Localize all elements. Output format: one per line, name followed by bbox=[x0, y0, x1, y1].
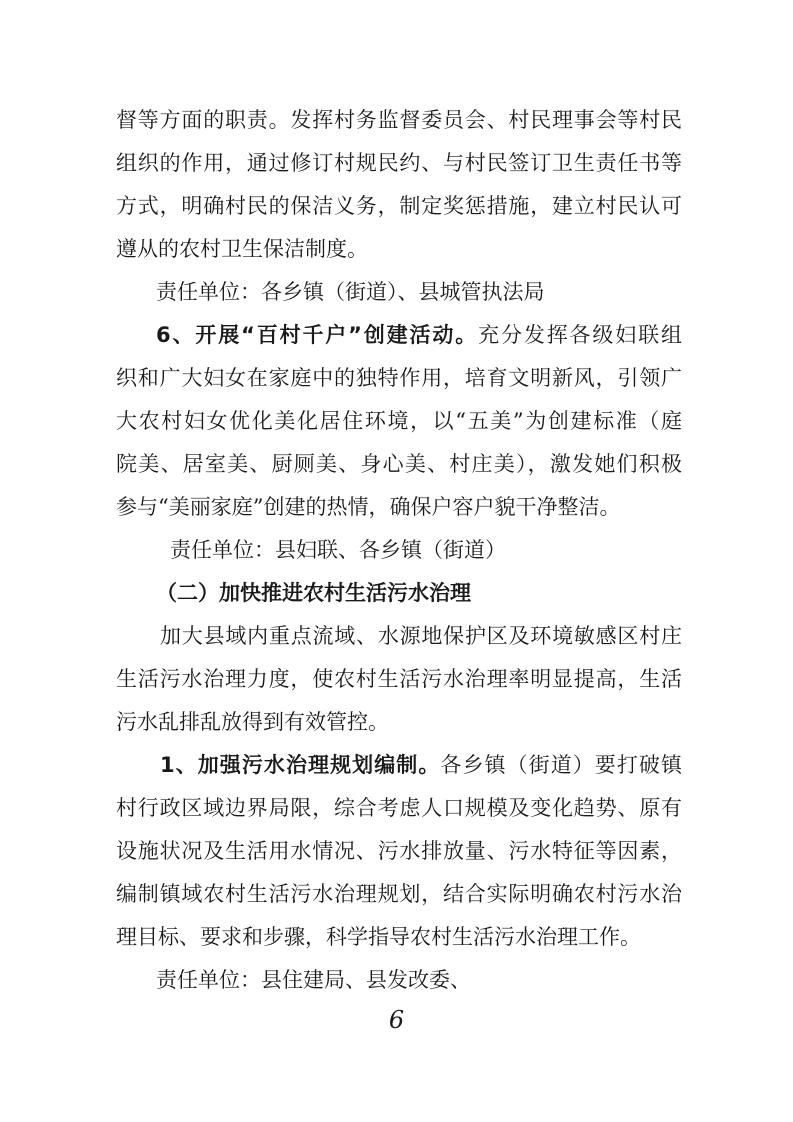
text-line: 织和广大妇女在家庭中的独特作用，培育文明新风，引领广 bbox=[116, 366, 682, 390]
text-line: 大农村妇女优化美化居住环境，以“五美”为创建标准（庭 bbox=[116, 409, 682, 433]
text-line: 督等方面的职责。发挥村务监督委员会、村民理事会等村民 bbox=[116, 108, 682, 132]
item-text: 充分发挥各级妇联组 bbox=[478, 323, 682, 347]
text-line: 组织的作用，通过修订村规民约、与村民签订卫生责任书等 bbox=[116, 151, 682, 175]
responsibility-line: 责任单位：县妇联、各乡镇（街道） bbox=[170, 538, 506, 562]
item-heading: 开展“百村千户”创建活动。 bbox=[195, 323, 479, 347]
item-text: 各乡镇（街道）要打破镇 bbox=[440, 753, 682, 777]
text-line: 参与“美丽家庭”创建的热情，确保户容户貌干净整洁。 bbox=[116, 495, 621, 519]
text-line: 方式，明确村民的保洁义务，制定奖惩措施，建立村民认可 bbox=[116, 194, 682, 218]
heading-line-6 bbox=[156, 321, 682, 349]
text-line: 村行政区域边界局限，综合考虑人口规模及变化趋势、原有 bbox=[116, 796, 682, 820]
text-line: 遵从的农村卫生保洁制度。 bbox=[116, 237, 368, 261]
item-heading: 1、加强污水治理规划编制。 bbox=[160, 753, 441, 777]
text-line: 加大县域内重点流域、水源地保护区及环境敏感区村庄 bbox=[160, 624, 682, 648]
text-line: 污水乱排乱放得到有效管控。 bbox=[116, 710, 389, 734]
section-heading: （二）加快推进农村生活污水治理 bbox=[156, 581, 471, 605]
text-line: 生活污水治理力度，使农村生活污水治理率明显提高，生活 bbox=[116, 667, 682, 691]
heading-line-1 bbox=[160, 751, 682, 779]
item-number: 6、 bbox=[156, 323, 196, 347]
text-line: 设施状况及生活用水情况、污水排放量、污水特征等因素， bbox=[116, 839, 682, 863]
text-line: 理目标、要求和步骤，科学指导农村生活污水治理工作。 bbox=[116, 925, 641, 949]
text-line: 编制镇域农村生活污水治理规划，结合实际明确农村污水治 bbox=[116, 882, 682, 906]
text-line: 院美、居室美、厨厕美、身心美、村庄美），激发她们积极 bbox=[116, 452, 682, 476]
responsibility-line: 责任单位：县住建局、县发改委、 bbox=[156, 968, 471, 992]
page-number: 6 bbox=[388, 1006, 405, 1034]
responsibility-line: 责任单位：各乡镇（街道）、县城管执法局 bbox=[156, 280, 545, 304]
